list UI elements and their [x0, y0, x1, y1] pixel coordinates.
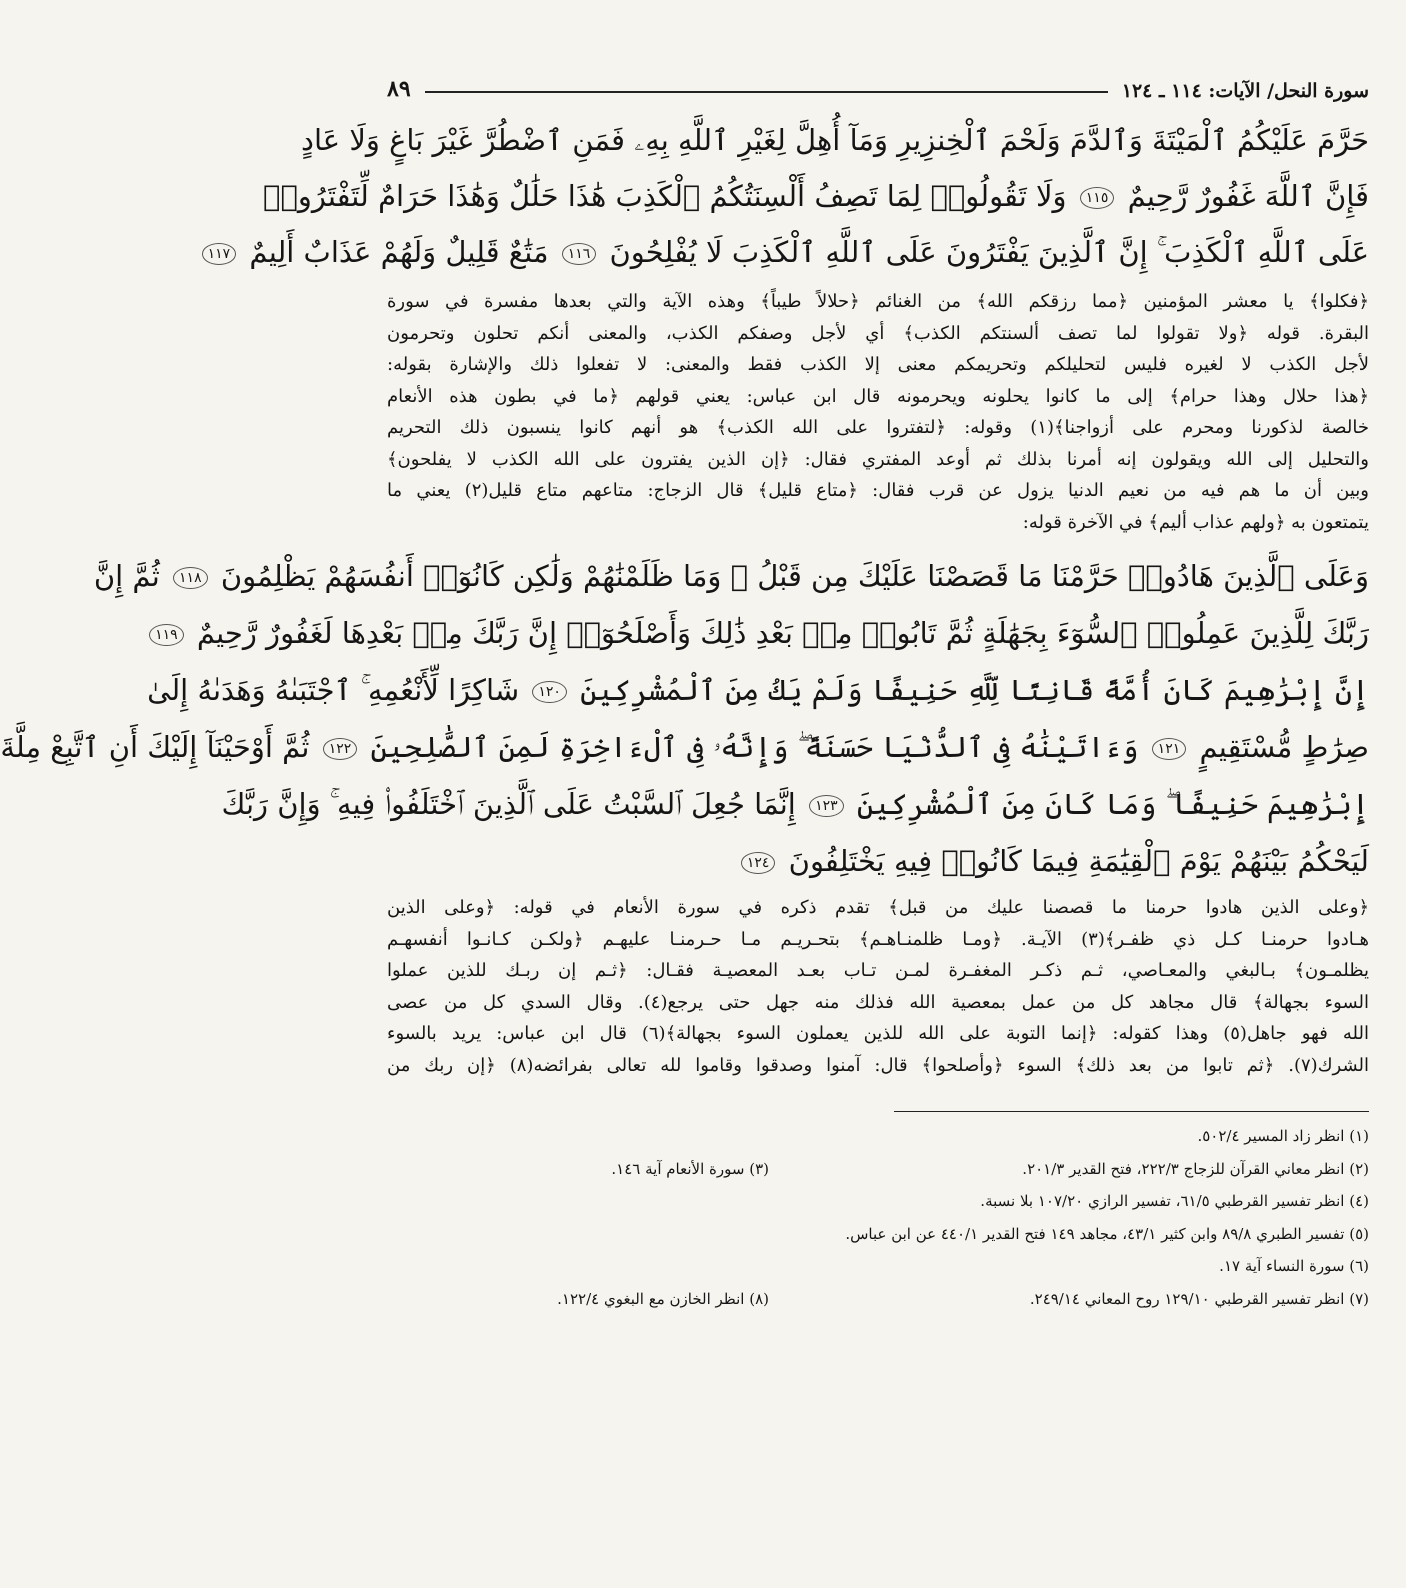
footnote-5: (٥) تفسير الطبري ٨٩/٨ وابن كثير ٤٣/١، مجاهد ١٤٩ فتح القدير ٤٤٠/١ عن ابن عباس. [845, 1224, 1369, 1243]
page-header [387, 62, 1369, 102]
tafsir-line: هـادوا حرمنـا كـل ذي ظفـر﴾(٣) الآيـة. ﴿ومـا ظلمنـاهـم﴾ بتحـريـم مـا حـرمنـا عليهـم ﴿ولكـن كـانـوا أنفسهـم [387, 928, 1369, 950]
book-page [0, 62, 1370, 1315]
aya-number-marker: ١٢٠ [532, 681, 567, 703]
quran-line: صِرَٰطٍ مُّسْتَقِيمٍ ١٢١ وَءَاتَيْنَٰهُ فِى ٱلدُّنْيَا حَسَنَةً ۖ وَإِنَّهُۥ فِى ٱلْءَاخِرَةِ لَمِنَ ٱلصَّٰلِحِينَ ١٢٢ ثُمَّ أَوْحَيْنَآ إِلَيْكَ أَنِ ٱتَّبِعْ مِلَّةَ [0, 730, 1369, 764]
tafsir-line: يظلمـون﴾ بـالبغي والمعـاصي، ثـم ذكـر المغفـرة لمـن تـاب بعـد المعصيـة فقـال: ﴿ثـم إن ربـك للذين عملوا [387, 960, 1369, 981]
footnote-7: (٧) انظر تفسير القرطبي ١٢٩/١٠ روح المعاني ٢٤٩/١٤. [1029, 1289, 1369, 1308]
tafsir-line: الشرك(٧). ﴿ثم تابوا من بعد ذلك﴾ السوء ﴿وأصلحوا﴾ قال: آمنوا وصدقوا وقاموا لله تعالى بفرائضه(٨) ﴿إن ربك من [387, 1054, 1370, 1076]
footnote-separator [894, 1111, 1369, 1112]
tafsir-line: الله فهو جاهل(٥) وهذا كقوله: ﴿إنما التوبة على الله للذين يعملون السوء بجهالة﴾(٦) قال ابن عباس: يريد بالسوء [387, 1023, 1370, 1044]
footnote-6: (٦) سورة النساء آية ١٧. [1219, 1257, 1369, 1275]
quran-line: فَإِنَّ ٱللَّهَ غَفُورٌ رَّحِيمٌ ١١٥ وَلَا تَقُولُوا۟ لِمَا تَصِفُ أَلْسِنَتُكُمُ ٱلْكَذِبَ هَٰذَا حَلَٰلٌ وَهَٰذَا حَرَامٌ لِّتَفْتَرُوا۟ [263, 179, 1369, 213]
quran-line: وَعَلَى ٱلَّذِينَ هَادُوا۟ حَرَّمْنَا مَا قَصَصْنَا عَلَيْكَ مِن قَبْلُ ۖ وَمَا ظَلَمْنَٰهُمْ وَلَٰكِن كَانُوٓا۟ أَنفُسَهُمْ يَظْلِمُونَ ١١٨ ثُمَّ إِنَّ [93, 559, 1369, 593]
tafsir-line: وبين أن ما هم فيه من نعيم الدنيا يزول عن قرب فقال: ﴿متاع قليل﴾ قال الزجاج: متاعهم متاع قليل(٢) يعني ما [387, 480, 1369, 501]
aya-number-marker: ١١٦ [562, 243, 597, 265]
tafsir-line: خالصة لذكورنا ومحرم على أزواجنا﴾(١) وقوله: ﴿لتفتروا على الله الكذب﴾ هو أنهم كانوا ينسبون ذلك التحريم [387, 417, 1369, 438]
footnote-2: (٢) انظر معاني القرآن للزجاج ٢٢٢/٣، فتح القدير ٢٠١/٣. [1022, 1159, 1369, 1178]
aya-number-marker: ١١٧ [202, 243, 237, 265]
tafsir-block-2 [387, 892, 1369, 1081]
footnote-8: (٨) انظر الخازن مع البغوي ١٢٢/٤. [557, 1289, 769, 1308]
page-number: ٨٩ [387, 76, 411, 102]
tafsir-line: ﴿فكلوا﴾ يا معشر المؤمنين ﴿مما رزقكم الله﴾ من الغنائم ﴿حلالاً طيباً﴾ وهذه الآية والتي بعدها مفسرة في سورة [387, 291, 1369, 312]
aya-number-marker: ١١٥ [1080, 187, 1115, 209]
header-rule [425, 91, 1108, 93]
quran-line: إِنَّ إِبْرَٰهِيمَ كَانَ أُمَّةً قَانِتًا لِّلَّهِ حَنِيفًا وَلَمْ يَكُ مِنَ ٱلْمُشْرِكِينَ ١٢٠ شَاكِرًا لِّأَنْعُمِهِ ۚ ٱجْتَبَىٰهُ وَهَدَىٰهُ إِلَىٰ [147, 673, 1369, 707]
aya-number-marker: ١٢٤ [741, 852, 776, 874]
aya-number-marker: ١١٩ [149, 624, 184, 646]
tafsir-line: لأجل الكذب لا لغيره فليس لتحليلكم وتحريمكم معنى إلا الكذب فقط والمعنى: لا تفعلوا ذلك والإشارة بقوله: [387, 354, 1369, 375]
aya-number-marker: ١١٨ [173, 567, 208, 589]
tafsir-line: ﴿وعلى الذين هادوا حرمنا ما قصصنا عليك من قبل﴾ تقدم ذكره في سورة الأنعام في قوله: ﴿وعلى الذين [387, 897, 1369, 918]
tafsir-line: ﴿هذا حلال وهذا حرام﴾ إلى ما كانوا يحلونه ويحرمونه قال ابن عباس: يعني قولهم ﴿ما في بطون هذه الأنعام [387, 385, 1369, 407]
quran-line: إِبْرَٰهِيمَ حَنِيفًا ۖ وَمَا كَانَ مِنَ ٱلْمُشْرِكِينَ ١٢٣ إِنَّمَا جُعِلَ ٱلسَّبْتُ عَلَى ٱلَّذِينَ ٱخْتَلَفُوا۟ فِيهِ ۚ وَإِنَّ رَبَّكَ [221, 787, 1369, 821]
footnote-1: (١) انظر زاد المسير ٥٠٢/٤. [1197, 1127, 1369, 1145]
aya-number-marker: ١٢٢ [323, 738, 358, 760]
quran-verses-block-2 [0, 548, 1369, 890]
quran-line: عَلَى ٱللَّهِ ٱلْكَذِبَ ۚ إِنَّ ٱلَّذِينَ يَفْتَرُونَ عَلَى ٱللَّهِ ٱلْكَذِبَ لَا يُفْلِحُونَ ١١٦ مَتَٰعٌ قَلِيلٌ وَلَهُمْ عَذَابٌ أَلِيمٌ ١١٧ [387, 224, 1369, 280]
footnote-4: (٤) انظر تفسير القرطبي ٦١/٥، تفسير الرازي ١٠٧/٢٠ بلا نسبة. [980, 1192, 1369, 1210]
tafsir-block-1 [387, 286, 1369, 538]
quran-line: حَرَّمَ عَلَيْكُمُ ٱلْمَيْتَةَ وَٱلدَّمَ وَلَحْمَ ٱلْخِنزِيرِ وَمَآ أُهِلَّ لِغَيْرِ ٱللَّهِ بِهِۦ فَمَنِ ٱضْطُرَّ غَيْرَ بَاغٍ وَلَا عَادٍ [301, 123, 1369, 157]
aya-number-marker: ١٢١ [1152, 738, 1187, 760]
footnotes [387, 1120, 1369, 1315]
quran-line: لَيَحْكُمُ بَيْنَهُمْ يَوْمَ ٱلْقِيَٰمَةِ فِيمَا كَانُوا۟ فِيهِ يَخْتَلِفُونَ ١٢٤ [387, 833, 1369, 890]
tafsir-line: يتمتعون به ﴿ولهم عذاب أليم﴾ في الآخرة قوله: [1022, 511, 1369, 533]
running-header-title: سورة النحل/ الآيات: ١١٤ ـ ١٢٤ [1121, 80, 1369, 102]
aya-number-marker: ١٢٣ [809, 795, 844, 817]
tafsir-line: السوء بجهالة﴾ قال مجاهد كل من عمل بمعصية الله فذلك منه جهل حتى يرجع(٤). وقال السدي كل من عصى [387, 991, 1369, 1013]
footnote-3: (٣) سورة الأنعام آية ١٤٦. [611, 1159, 769, 1178]
quran-line: رَبَّكَ لِلَّذِينَ عَمِلُوا۟ ٱلسُّوٓءَ بِجَهَٰلَةٍ ثُمَّ تَابُوا۟ مِنۢ بَعْدِ ذَٰلِكَ وَأَصْلَحُوٓا۟ إِنَّ رَبَّكَ مِنۢ بَعْدِهَا لَغَفُورٌ رَّحِيمٌ ١١٩ [387, 605, 1369, 662]
tafsir-line: والتحليل إلى الله ويقولون إنه أمرنا بذلك ثم أوعد المفتري فقال: ﴿إن الذين يفترون على الله الكذب لا يفلحون﴾ [387, 448, 1369, 470]
tafsir-line: البقرة. قوله ﴿ولا تقولوا لما تصف ألسنتكم الكذب﴾ أي لأجل وصفكم الكذب، والمعنى أنكم تحلون وتحرمون [387, 322, 1369, 344]
quran-verses-block-1 [207, 112, 1369, 280]
